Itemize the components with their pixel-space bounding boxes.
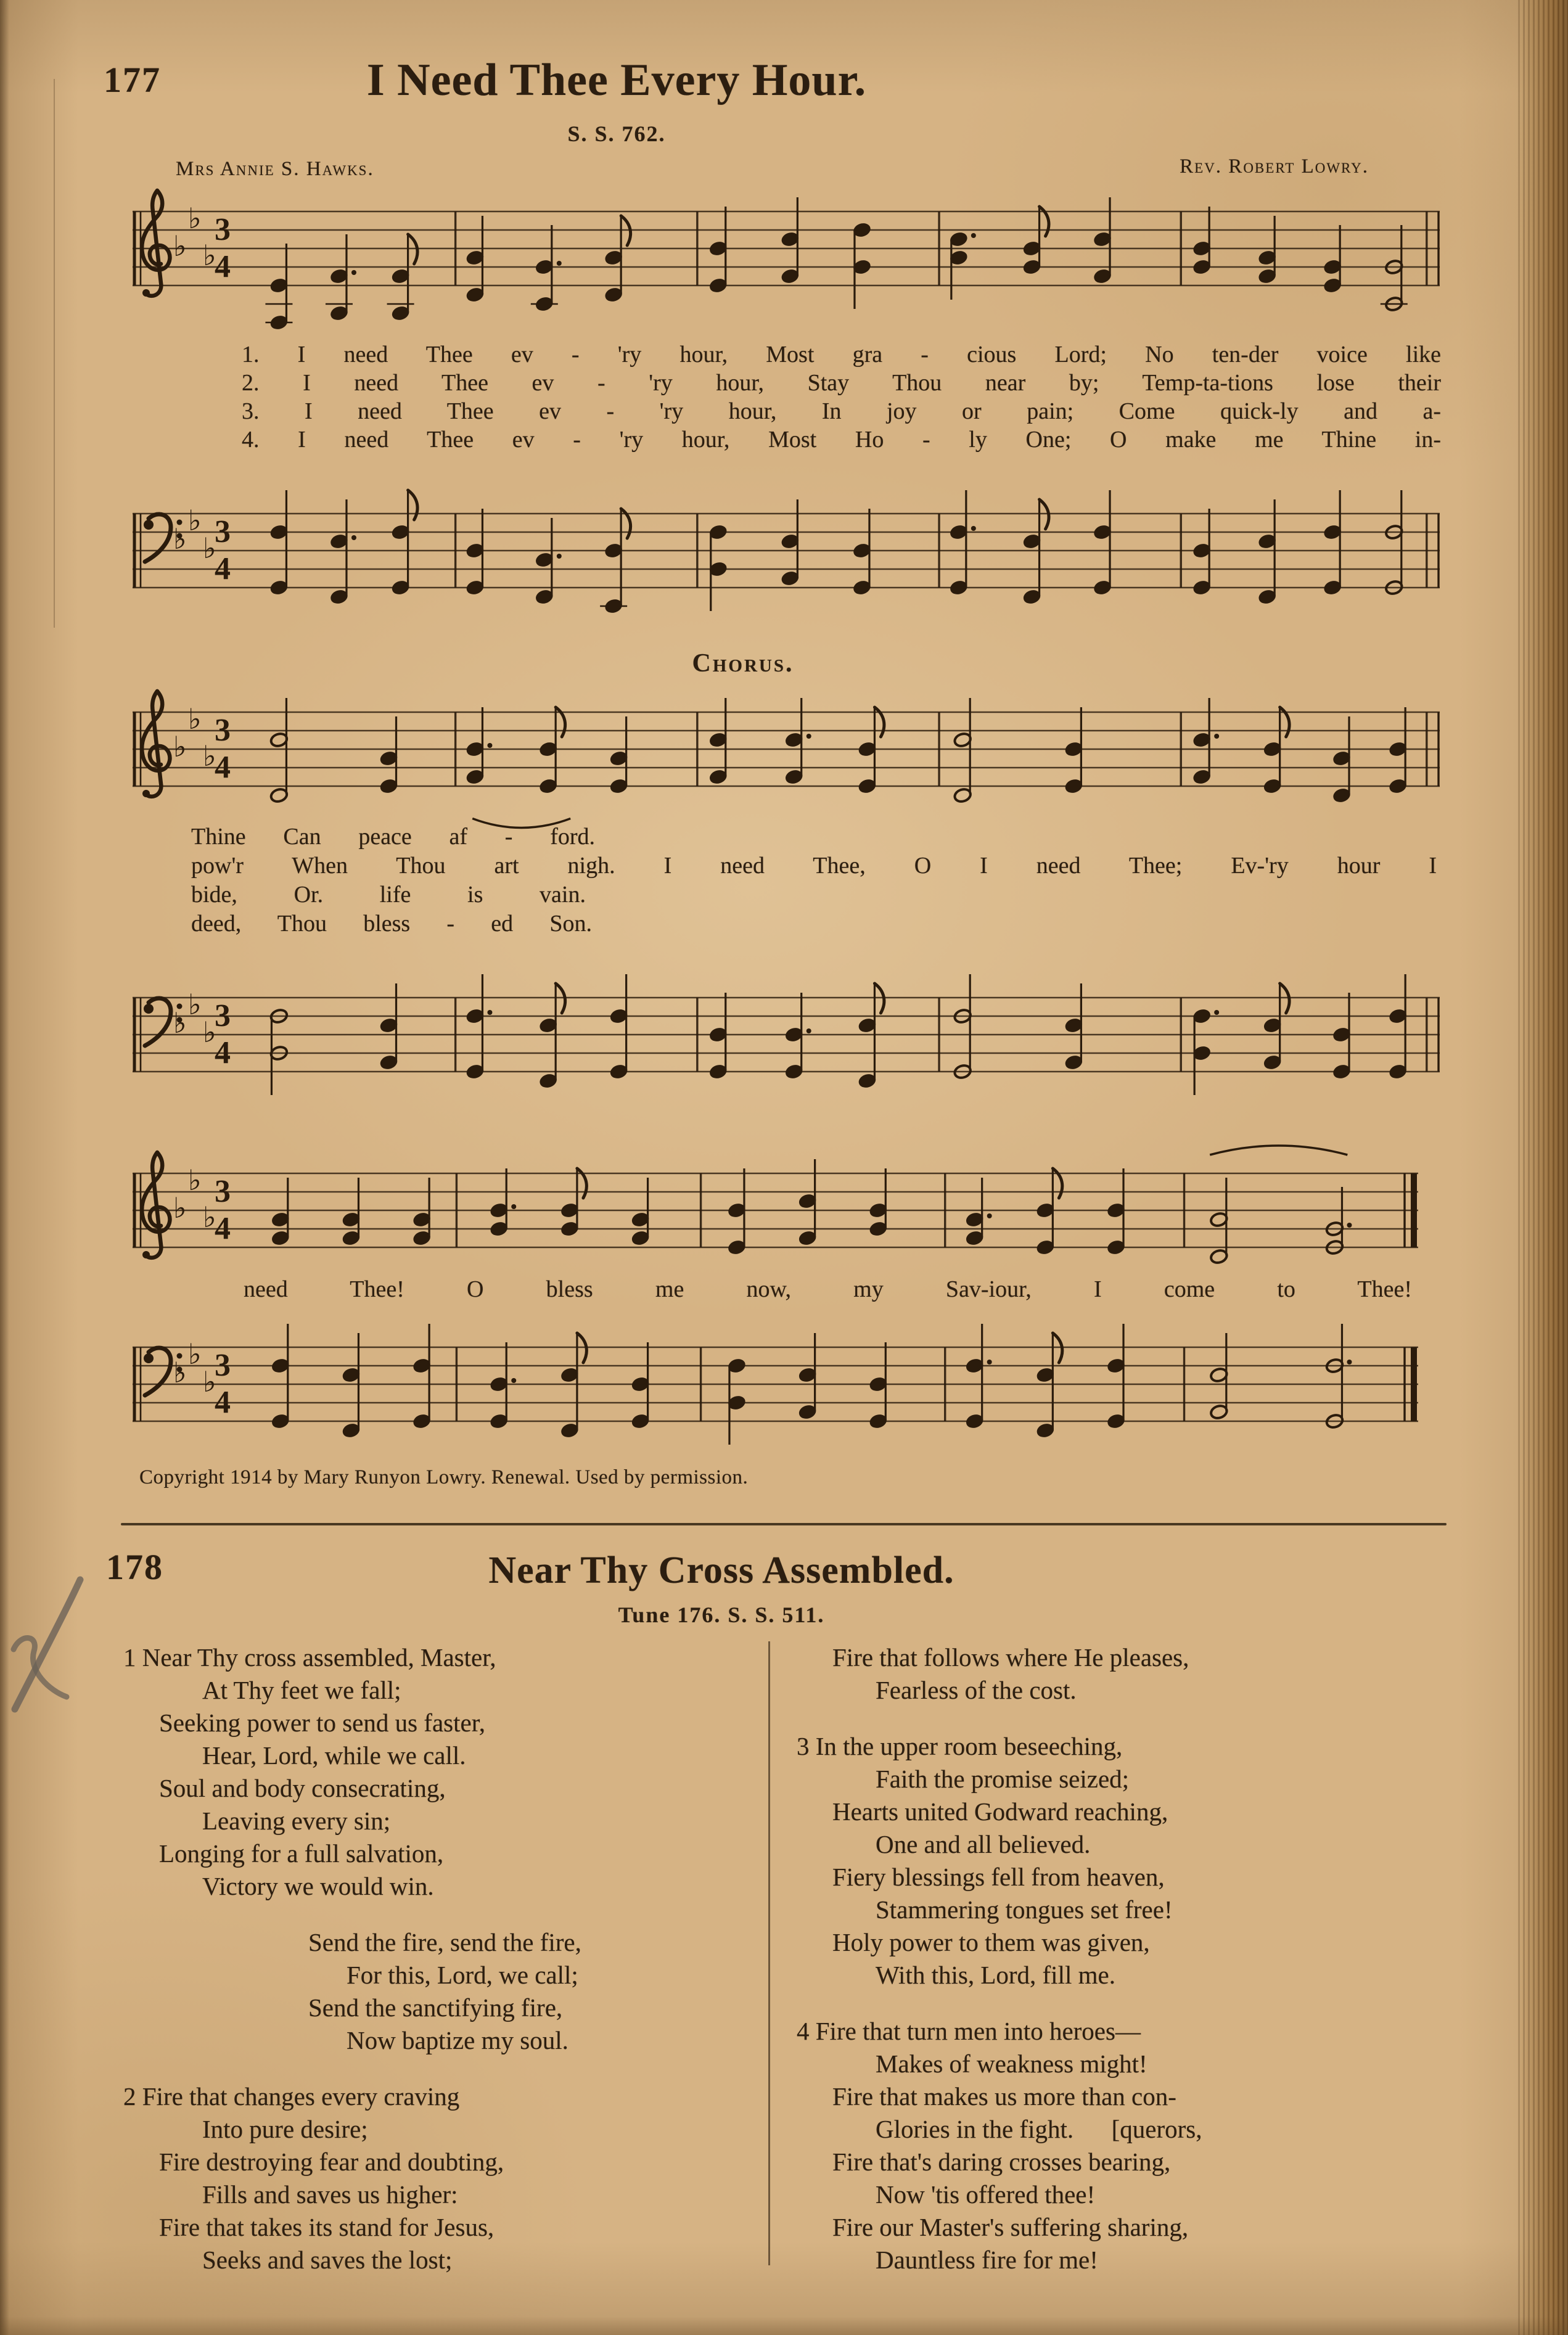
music-note xyxy=(1192,698,1219,785)
hymn-text-line: With this, Lord, fill me. xyxy=(876,1961,1115,1989)
flat-sign: ♭ xyxy=(173,522,187,556)
hymn-text-line: Leaving every sin; xyxy=(202,1807,391,1835)
flat-sign: ♭ xyxy=(203,239,216,272)
music-note xyxy=(1022,207,1049,275)
music-note xyxy=(1064,983,1083,1070)
flat-sign: ♭ xyxy=(203,739,216,773)
chorus-lyric-line: deed, Thou bless - ed Son. xyxy=(191,911,592,937)
music-note xyxy=(379,716,398,794)
hymn-text-line: Fire that makes us more than con- xyxy=(832,2082,1176,2111)
hymn-text-line: Fire our Master's suffering sharing, xyxy=(832,2213,1189,2241)
music-note xyxy=(342,1178,361,1246)
music-note xyxy=(1323,490,1342,596)
flat-sign: ♭ xyxy=(188,202,202,235)
hymn-178-title: Near Thy Cross Assembled. xyxy=(488,1549,954,1591)
music-note xyxy=(1192,509,1212,596)
music-note xyxy=(953,698,972,803)
music-note xyxy=(1385,490,1404,596)
music-note xyxy=(466,216,485,303)
hymn-text-line: Makes of weakness might! xyxy=(876,2050,1147,2078)
music-note xyxy=(1323,225,1342,293)
music-note xyxy=(391,490,417,596)
hymn-178-tune-ref: Tune 176. S. S. 511. xyxy=(618,1602,825,1627)
flat-sign: ♭ xyxy=(203,531,216,565)
music-note xyxy=(798,1333,817,1420)
music-note xyxy=(269,490,289,596)
verse-lyrics-block xyxy=(242,340,1441,454)
music-note xyxy=(798,1159,817,1246)
music-note xyxy=(1258,216,1277,284)
hymn-text-line: 2 Fire that changes every craving xyxy=(123,2082,460,2111)
music-note xyxy=(631,1342,650,1429)
hymn-text-line: Hear, Lord, while we call. xyxy=(202,1741,466,1770)
hymn-text-line: Victory we would win. xyxy=(202,1872,434,1900)
music-note xyxy=(269,1008,289,1095)
music-note xyxy=(965,1324,991,1429)
hymn-text-line: Seeking power to send us faster, xyxy=(159,1709,485,1737)
music-note xyxy=(1263,983,1289,1070)
music-note xyxy=(950,231,976,300)
music-note xyxy=(535,518,562,605)
music-note xyxy=(1210,1178,1229,1265)
hymn-text-line: Send the fire, send the fire, xyxy=(308,1928,581,1956)
music-note xyxy=(539,707,565,794)
music-note xyxy=(466,509,485,596)
music-note xyxy=(1036,1333,1062,1438)
music-note xyxy=(560,1333,587,1438)
page-edge-bottom xyxy=(0,2317,1568,2335)
hymn-text-line: Fire destroying fear and doubting, xyxy=(159,2148,504,2176)
stanza-gap xyxy=(123,1903,752,1926)
music-note xyxy=(1263,707,1289,794)
music-note xyxy=(858,983,884,1089)
page-edge-right xyxy=(1518,0,1568,2335)
music-note xyxy=(271,1324,290,1429)
hymn-text-line: Fire that's daring crosses bearing, xyxy=(832,2148,1171,2176)
copyright-line: Copyright 1914 by Mary Runyon Lowry. Renewal. Used by permission. xyxy=(139,1466,749,1488)
hymn-text-line: Longing for a full salvation, xyxy=(159,1839,444,1868)
hymn-177-tune-ref: S. S. 762. xyxy=(567,121,666,146)
treble-clef-icon xyxy=(142,191,170,297)
music-note xyxy=(387,234,417,321)
hymn-177-number: 177 xyxy=(104,60,161,100)
music-note xyxy=(560,1168,587,1237)
music-note xyxy=(490,1342,516,1429)
flat-sign: ♭ xyxy=(203,1200,216,1234)
music-note xyxy=(1381,225,1408,312)
music-note xyxy=(1093,197,1112,284)
flat-sign: ♭ xyxy=(203,1016,216,1049)
hymn-178-number: 178 xyxy=(106,1547,163,1587)
music-note xyxy=(379,983,398,1070)
music-note xyxy=(531,225,562,312)
music-note xyxy=(1332,993,1352,1080)
hymn-text-line: Soul and body consecrating, xyxy=(159,1774,446,1802)
verse-lyric-line: 3. I need Thee ev - 'ry hour, In joy or pain; Come quick-ly and a- xyxy=(242,398,1441,424)
hymn-text-line: Faith the promise seized; xyxy=(876,1765,1130,1793)
slur-tie xyxy=(1210,1146,1347,1155)
hymn-177-title: I Need Thee Every Hour. xyxy=(366,55,867,105)
music-note xyxy=(781,197,800,284)
stanza-gap xyxy=(797,1992,1475,2015)
music-note xyxy=(1107,1324,1126,1429)
flat-sign: ♭ xyxy=(188,1163,202,1197)
hymn-text-line: Send the sanctifying fire, xyxy=(308,1993,563,2022)
music-note xyxy=(1093,490,1112,596)
hymn-text-line: Stammering tongues set free! xyxy=(876,1895,1173,1924)
music-note xyxy=(271,1178,290,1246)
music-note xyxy=(1022,499,1049,605)
music-note xyxy=(728,1358,747,1445)
hymn-text-line: Fills and saves us higher: xyxy=(202,2180,458,2209)
music-note xyxy=(853,509,872,596)
music-note xyxy=(604,216,631,303)
music-note xyxy=(1192,207,1212,275)
music-note xyxy=(1325,1187,1352,1255)
music-note xyxy=(1258,499,1277,605)
flat-sign: ♭ xyxy=(173,229,187,263)
music-note xyxy=(708,524,728,611)
treble-clef-icon xyxy=(142,691,170,797)
verse-lyric-line: 2. I need Thee ev - 'ry hour, Stay Thou near by; Temp-ta-tions lose their xyxy=(242,370,1441,396)
music-note xyxy=(858,707,884,794)
flat-sign: ♭ xyxy=(188,988,202,1021)
music-note xyxy=(781,499,800,586)
hymn-text-line: One and all believed. xyxy=(876,1830,1091,1858)
bass-staff-1 xyxy=(129,461,1449,659)
time-signature-digit: 4 xyxy=(215,249,231,284)
hymn-text-line: Fearless of the cost. xyxy=(876,1676,1077,1704)
page-crease xyxy=(54,79,55,628)
music-note xyxy=(330,499,356,605)
time-signature-digit: 3 xyxy=(215,713,231,748)
music-note xyxy=(708,207,728,293)
music-note xyxy=(869,1168,888,1237)
time-signature-digit: 4 xyxy=(215,1035,231,1070)
music-note xyxy=(950,490,976,596)
hymn-177-author-words: Mrs Annie S. Hawks. xyxy=(176,158,374,180)
music-note xyxy=(953,974,972,1080)
flat-sign: ♭ xyxy=(188,1337,202,1371)
time-signature-digit: 4 xyxy=(215,1385,231,1420)
bass-staff-3 xyxy=(129,1295,1427,1492)
hymn-text-line: 4 Fire that turn men into heroes— xyxy=(797,2017,1141,2045)
music-note xyxy=(853,222,872,309)
hymn-text-line: 1 Near Thy cross assembled, Master, xyxy=(123,1643,496,1672)
hymn-text-line: Into pure desire; xyxy=(202,2115,368,2143)
hymn-text-line: Fire that takes its stand for Jesus, xyxy=(159,2213,495,2241)
hymn-177-author-music: Rev. Robert Lowry. xyxy=(1180,155,1369,178)
hymn-text-line: For this, Lord, we call; xyxy=(347,1961,578,1989)
time-signature-digit: 3 xyxy=(215,514,231,549)
hymn-text-line: Dauntless fire for me! xyxy=(876,2246,1098,2274)
music-note xyxy=(1325,1324,1352,1429)
final-lyric-line: need Thee! O bless me now, my Sav-iour, I come to Thee! xyxy=(244,1276,1412,1302)
music-note xyxy=(708,993,728,1080)
music-note xyxy=(1036,1168,1062,1255)
music-note xyxy=(1210,1333,1229,1420)
hymn-text-line: Hearts united Godward reaching, xyxy=(832,1797,1168,1826)
stanza-gap xyxy=(797,1707,1475,1730)
page-edge-left xyxy=(0,0,9,2335)
music-note xyxy=(269,698,289,803)
verse-lyric-line: 1. I need Thee ev - 'ry hour, Most gra - cious Lord; No ten-der voice like xyxy=(242,342,1441,367)
hymn-text-line: 3 In the upper room beseeching, xyxy=(797,1732,1123,1760)
music-note xyxy=(869,1342,888,1429)
music-note xyxy=(342,1333,361,1438)
hymn-178-right-column xyxy=(797,1641,1475,2276)
music-note xyxy=(1192,1008,1219,1095)
hymn-text-line: At Thy feet we fall; xyxy=(202,1676,401,1704)
chorus-lyric-line: pow'r When Thou art nigh. I need Thee, O I need Thee; Ev-'ry hour I xyxy=(191,853,1437,879)
flat-sign: ♭ xyxy=(173,730,187,763)
column-divider xyxy=(768,1641,770,2265)
music-note xyxy=(265,244,292,330)
music-note xyxy=(1389,974,1408,1080)
music-note xyxy=(609,974,628,1080)
stanza-gap xyxy=(123,2057,752,2080)
music-note xyxy=(466,707,492,785)
hymn-text-line: Now 'tis offered thee! xyxy=(876,2180,1096,2209)
flat-sign: ♭ xyxy=(188,504,202,537)
flat-sign: ♭ xyxy=(173,1191,187,1225)
time-signature-digit: 3 xyxy=(215,1348,231,1383)
music-note xyxy=(466,974,492,1080)
flat-sign: ♭ xyxy=(173,1006,187,1040)
music-note xyxy=(326,234,356,321)
music-note xyxy=(631,1178,650,1246)
music-note xyxy=(965,1178,991,1246)
music-note xyxy=(784,993,811,1080)
flat-sign: ♭ xyxy=(173,1356,187,1389)
music-note xyxy=(1332,716,1352,803)
time-signature-digit: 4 xyxy=(215,750,231,785)
time-signature-digit: 4 xyxy=(215,551,231,586)
music-note xyxy=(539,983,565,1089)
chorus-lyric-line: bide, Or. life is vain. xyxy=(191,882,586,908)
chorus-label: Chorus. xyxy=(692,649,794,678)
music-note xyxy=(413,1178,432,1246)
treble-staff-1 xyxy=(129,159,1449,356)
hymn-178-left-column xyxy=(123,1641,752,2276)
music-note xyxy=(784,698,811,785)
music-note xyxy=(490,1168,516,1237)
flat-sign: ♭ xyxy=(203,1365,216,1398)
music-note xyxy=(413,1324,432,1429)
time-signature-digit: 3 xyxy=(215,998,231,1033)
chorus-lyric-line: Thine Can peace af - ford. xyxy=(191,824,595,850)
hymn-text-line: Seeks and saves the lost; xyxy=(202,2246,453,2274)
bass-staff-2 xyxy=(129,945,1449,1143)
time-signature-digit: 3 xyxy=(215,1174,231,1209)
music-note xyxy=(1389,707,1408,794)
music-note xyxy=(1064,707,1083,794)
hymn-text-line: Fire that follows where He pleases, xyxy=(832,1643,1189,1672)
music-note xyxy=(609,716,628,794)
treble-clef-icon xyxy=(142,1152,170,1258)
hymn-text-line: Holy power to them was given, xyxy=(832,1928,1150,1956)
hymn-text-line: Fiery blessings fell from heaven, xyxy=(832,1863,1165,1891)
hymn-text-line: Now baptize my soul. xyxy=(347,2026,569,2054)
music-note xyxy=(600,509,630,614)
music-note xyxy=(1107,1168,1126,1255)
verse-lyric-line: 4. I need Thee ev - 'ry hour, Most Ho - ly One; O make me Thine in- xyxy=(242,427,1441,453)
music-note xyxy=(708,698,728,785)
flat-sign: ♭ xyxy=(188,702,202,736)
time-signature-digit: 3 xyxy=(215,212,231,247)
hymn-text-line: Glories in the fight. [querors, xyxy=(876,2115,1202,2143)
section-divider-rule xyxy=(121,1523,1447,1525)
music-note xyxy=(728,1168,747,1255)
time-signature-digit: 4 xyxy=(215,1211,231,1246)
